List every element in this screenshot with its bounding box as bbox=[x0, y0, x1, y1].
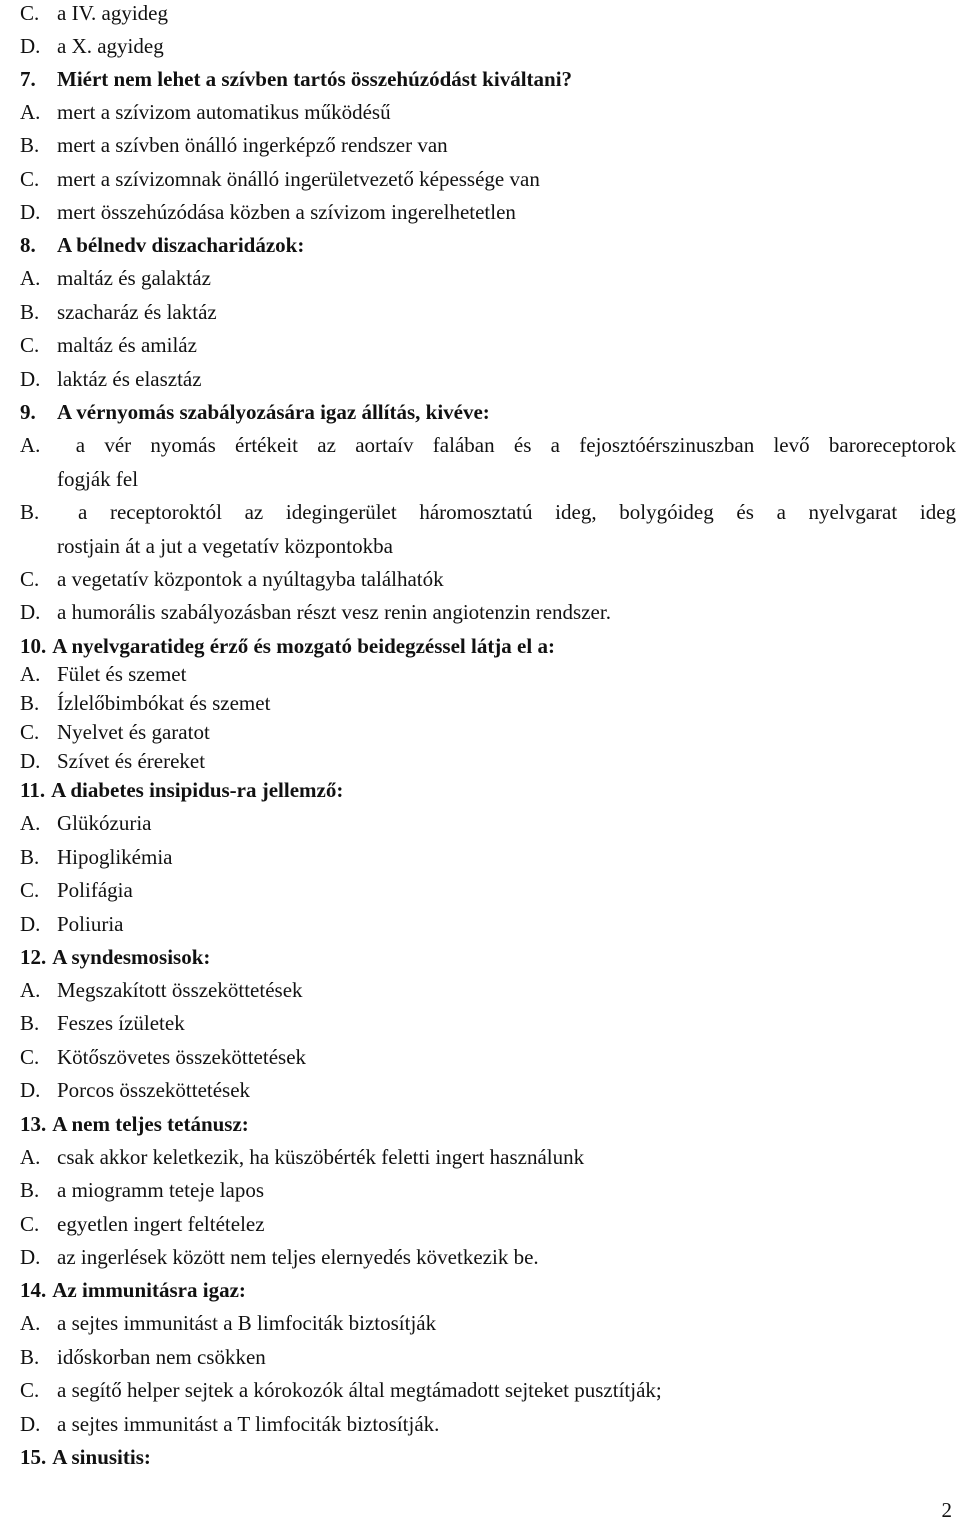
option-text: a segítő helper sejtek a kórokozók által megtámadott sejteket pusztítják; bbox=[57, 1378, 662, 1402]
option-line bbox=[20, 1177, 264, 1203]
option-line bbox=[20, 132, 448, 158]
question-number: 10. bbox=[20, 634, 47, 658]
question-number: 12. bbox=[20, 945, 47, 969]
option-label: C. bbox=[20, 878, 40, 902]
option-label: A. bbox=[20, 266, 41, 290]
option-text: maltáz és amiláz bbox=[57, 333, 197, 357]
question-line bbox=[20, 1111, 249, 1137]
option-text: Feszes ízületek bbox=[57, 1011, 185, 1035]
option-line bbox=[20, 566, 444, 592]
option-label: D. bbox=[20, 1412, 41, 1436]
option-line bbox=[20, 1144, 584, 1170]
option-label: A. bbox=[20, 1311, 41, 1335]
question-line bbox=[20, 1444, 151, 1470]
option-line bbox=[20, 877, 133, 903]
option-text: Glükózuria bbox=[57, 811, 152, 835]
option-line bbox=[20, 719, 210, 745]
question-text: Miért nem lehet a szívben tartós összehúzódást kiváltani? bbox=[57, 67, 573, 91]
option-text: Fület és szemet bbox=[57, 662, 187, 686]
question-line bbox=[20, 1277, 246, 1303]
option-text: szacharáz és laktáz bbox=[57, 300, 217, 324]
option-text: a vegetatív központok a nyúltagyba találhatók bbox=[57, 567, 444, 591]
option-label: A. bbox=[20, 978, 41, 1002]
option-label: B. bbox=[20, 691, 40, 715]
option-line bbox=[20, 1310, 436, 1336]
option-line bbox=[20, 1411, 439, 1437]
option-text: Kötőszövetes összeköttetések bbox=[57, 1045, 307, 1069]
option-label: B. bbox=[20, 845, 40, 869]
question-number: 13. bbox=[20, 1112, 47, 1136]
option-line bbox=[20, 748, 205, 774]
question-text: A sinusitis: bbox=[52, 1445, 151, 1469]
option-label: C. bbox=[20, 333, 40, 357]
option-text: a receptoroktól az idegingerület háromosztatú ideg, bolygóideg és a nyelvgarat ideg bbox=[77, 500, 957, 524]
option-text: az ingerlések között nem teljes elernyedés következik be. bbox=[57, 1245, 539, 1269]
question-text: A bélnedv diszacharidázok: bbox=[57, 233, 305, 257]
question-text: A syndesmosisok: bbox=[52, 945, 211, 969]
question-line bbox=[20, 777, 343, 803]
option-label: C. bbox=[20, 1212, 40, 1236]
question-line bbox=[20, 232, 304, 258]
question-text: A vérnyomás szabályozására igaz állítás, kivéve: bbox=[57, 400, 490, 424]
question-text: A nem teljes tetánusz: bbox=[52, 1112, 249, 1136]
option-label: B. bbox=[20, 133, 40, 157]
option-label: B. bbox=[20, 1178, 40, 1202]
option-line bbox=[20, 1010, 185, 1036]
option-label: C. bbox=[20, 1378, 40, 1402]
option-label: A. bbox=[20, 433, 41, 457]
option-label: D. bbox=[20, 367, 41, 391]
option-label: D. bbox=[20, 34, 41, 58]
option-label: C. bbox=[20, 1, 40, 25]
option-line bbox=[20, 911, 124, 937]
option-text: a IV. agyideg bbox=[57, 1, 168, 25]
option-text: csak akkor keletkezik, ha küszöbérték feletti ingert használunk bbox=[57, 1145, 585, 1169]
option-label: D. bbox=[20, 912, 41, 936]
option-label: C. bbox=[20, 720, 40, 744]
option-label: C. bbox=[20, 567, 40, 591]
option-text: Nyelvet és garatot bbox=[57, 720, 210, 744]
page-number: 2 bbox=[941, 1498, 952, 1522]
option-label: A. bbox=[20, 100, 41, 124]
option-line bbox=[20, 1377, 662, 1403]
question-text: Az immunitásra igaz: bbox=[52, 1278, 246, 1302]
option-line bbox=[20, 599, 611, 625]
option-label: D. bbox=[20, 749, 41, 773]
option-text: a vér nyomás értékeit az aortaív falában és a fejosztóérszinuszban levő baroreceptorok bbox=[75, 433, 957, 457]
option-text: mert a szívizomnak önálló ingerületvezető képessége van bbox=[57, 167, 540, 191]
option-line bbox=[20, 977, 303, 1003]
option-continuation bbox=[57, 466, 138, 492]
option-line bbox=[20, 299, 217, 325]
question-line bbox=[20, 399, 490, 425]
question-number: 15. bbox=[20, 1445, 47, 1469]
question-text: A diabetes insipidus-ra jellemző: bbox=[51, 778, 344, 802]
option-continuation bbox=[57, 533, 393, 559]
option-text: egyetlen ingert feltételez bbox=[57, 1212, 265, 1236]
option-line bbox=[20, 33, 164, 59]
option-line bbox=[20, 810, 151, 836]
option-text: a sejtes immunitást a B limfociták biztosítják bbox=[57, 1311, 437, 1335]
option-text: fogják fel bbox=[57, 467, 139, 491]
option-line bbox=[20, 1244, 539, 1270]
question-number: 9. bbox=[20, 400, 36, 424]
option-text: mert a szívizom automatikus működésű bbox=[57, 100, 391, 124]
question-line bbox=[20, 944, 210, 970]
option-label: A. bbox=[20, 662, 41, 686]
option-label: A. bbox=[20, 811, 41, 835]
option-text: a miogramm teteje lapos bbox=[57, 1178, 265, 1202]
option-text: a sejtes immunitást a T limfociták biztosítják. bbox=[57, 1412, 440, 1436]
option-text: Ízlelőbimbókat és szemet bbox=[57, 691, 271, 715]
option-line bbox=[20, 99, 391, 125]
option-text: maltáz és galaktáz bbox=[57, 266, 211, 290]
option-text: Porcos összeköttetések bbox=[57, 1078, 251, 1102]
option-label: D. bbox=[20, 600, 41, 624]
question-text: A nyelvgaratideg érző és mozgató beidegzéssel látja el a: bbox=[52, 634, 555, 658]
option-label: D. bbox=[20, 200, 41, 224]
option-line bbox=[20, 1077, 250, 1103]
option-line bbox=[20, 661, 186, 687]
option-text: Poliuria bbox=[57, 912, 124, 936]
option-line bbox=[20, 166, 540, 192]
option-text: időskorban nem csökken bbox=[57, 1345, 266, 1369]
option-label: B. bbox=[20, 1011, 40, 1035]
option-line bbox=[20, 199, 516, 225]
option-label: D. bbox=[20, 1245, 41, 1269]
option-label: C. bbox=[20, 1045, 40, 1069]
question-number: 7. bbox=[20, 67, 36, 91]
option-text: a X. agyideg bbox=[57, 34, 164, 58]
question-number: 11. bbox=[20, 778, 46, 802]
option-label: D. bbox=[20, 1078, 41, 1102]
option-text: a humorális szabályozásban részt vesz renin angiotenzin rendszer. bbox=[57, 600, 611, 624]
option-line bbox=[20, 366, 202, 392]
option-line bbox=[20, 1211, 265, 1237]
question-number: 14. bbox=[20, 1278, 47, 1302]
option-text: rostjain át a jut a vegetatív központokba bbox=[57, 534, 393, 558]
option-text: Szívet és érereket bbox=[57, 749, 206, 773]
option-line bbox=[20, 0, 168, 26]
option-line bbox=[20, 1044, 306, 1070]
option-label: A. bbox=[20, 1145, 41, 1169]
option-text: Polifágia bbox=[57, 878, 133, 902]
option-line bbox=[20, 844, 172, 870]
option-label: B. bbox=[20, 500, 40, 524]
question-line bbox=[20, 66, 572, 92]
option-text: Hipoglikémia bbox=[57, 845, 173, 869]
question-number: 8. bbox=[20, 233, 36, 257]
option-text: mert a szívben önálló ingerképző rendszer van bbox=[57, 133, 448, 157]
option-line bbox=[20, 265, 211, 291]
option-text: laktáz és elasztáz bbox=[57, 367, 202, 391]
option-label: B. bbox=[20, 1345, 40, 1369]
option-line bbox=[20, 499, 956, 525]
option-text: Megszakított összeköttetések bbox=[57, 978, 303, 1002]
option-line bbox=[20, 690, 270, 716]
option-label: C. bbox=[20, 167, 40, 191]
option-label: B. bbox=[20, 300, 40, 324]
option-line bbox=[20, 332, 197, 358]
option-line bbox=[20, 1344, 266, 1370]
option-line bbox=[20, 432, 956, 458]
option-text: mert összehúzódása közben a szívizom ingerelhetetlen bbox=[57, 200, 516, 224]
question-line bbox=[20, 633, 555, 659]
